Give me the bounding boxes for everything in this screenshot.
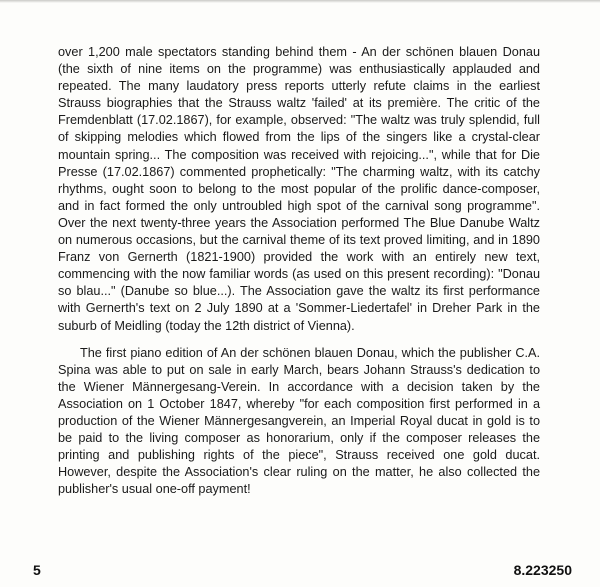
paragraph-2: The first piano edition of An der schönen blauen Donau, which the publisher C.A. Spina was able to put on sale in early March, bears Johann Strauss's dedication to the Wiener Männergesang-Verein. In accordance with a decision taken by the Association on 1 October 1847, whereby "for each composition first performed in a production of the Wiener Männergesangverein, an Imperial Royal ducat in gold is to be paid to the living composer as honorarium, only if the composer releases the printing and publishing rights of the piece", Strauss received one gold ducat. However, despite the Association's clear ruling on the matter, he also collected the publisher's usual one-off payment! [58,345,540,497]
body-text [58,44,540,498]
paragraph-1: over 1,200 male spectators standing behind them - An der schönen blauen Donau (the sixth of nine items on the programme) was enthusiastically applauded and repeated. The many laudatory press reports utterly refute claims in the earliest Strauss biographies that the Strauss waltz 'failed' at its première. The critic of the Fremdenblatt (17.02.1867), for example, observed: "The waltz was truly splendid, full of skipping melodies which flowed from the lips of the singers like a crystal-clear mountain spring... The composition was received with rejoicing...", while that for Die Presse (17.02.1867) commented prophetically: "The charming waltz, with its catchy rhythms, ought soon to belong to the most popular of the prolific dance-composer, and in fact formed the only untroubled high spot of the carnival song programme". Over the next twenty-three years the Association performed The Blue Danube Waltz on numerous occasions, but the carnival theme of its text proved limiting, and in 1890 Franz von Gernerth (1821-1900) provided the work with an entirely new text, commencing with the now familiar words (as used on this present recording): "Donau so blau..." (Danube so blue...). The Association gave the waltz its first performance with Gernerth's text on 2 July 1890 at a 'Sommer-Liedertafel' in Dreher Park in the suburb of Meidling (today the 12th district of Vienna). [58,45,540,333]
catalog-number: 8.223250 [513,562,572,578]
page-top-edge [0,0,600,3]
page-number: 5 [33,562,41,578]
